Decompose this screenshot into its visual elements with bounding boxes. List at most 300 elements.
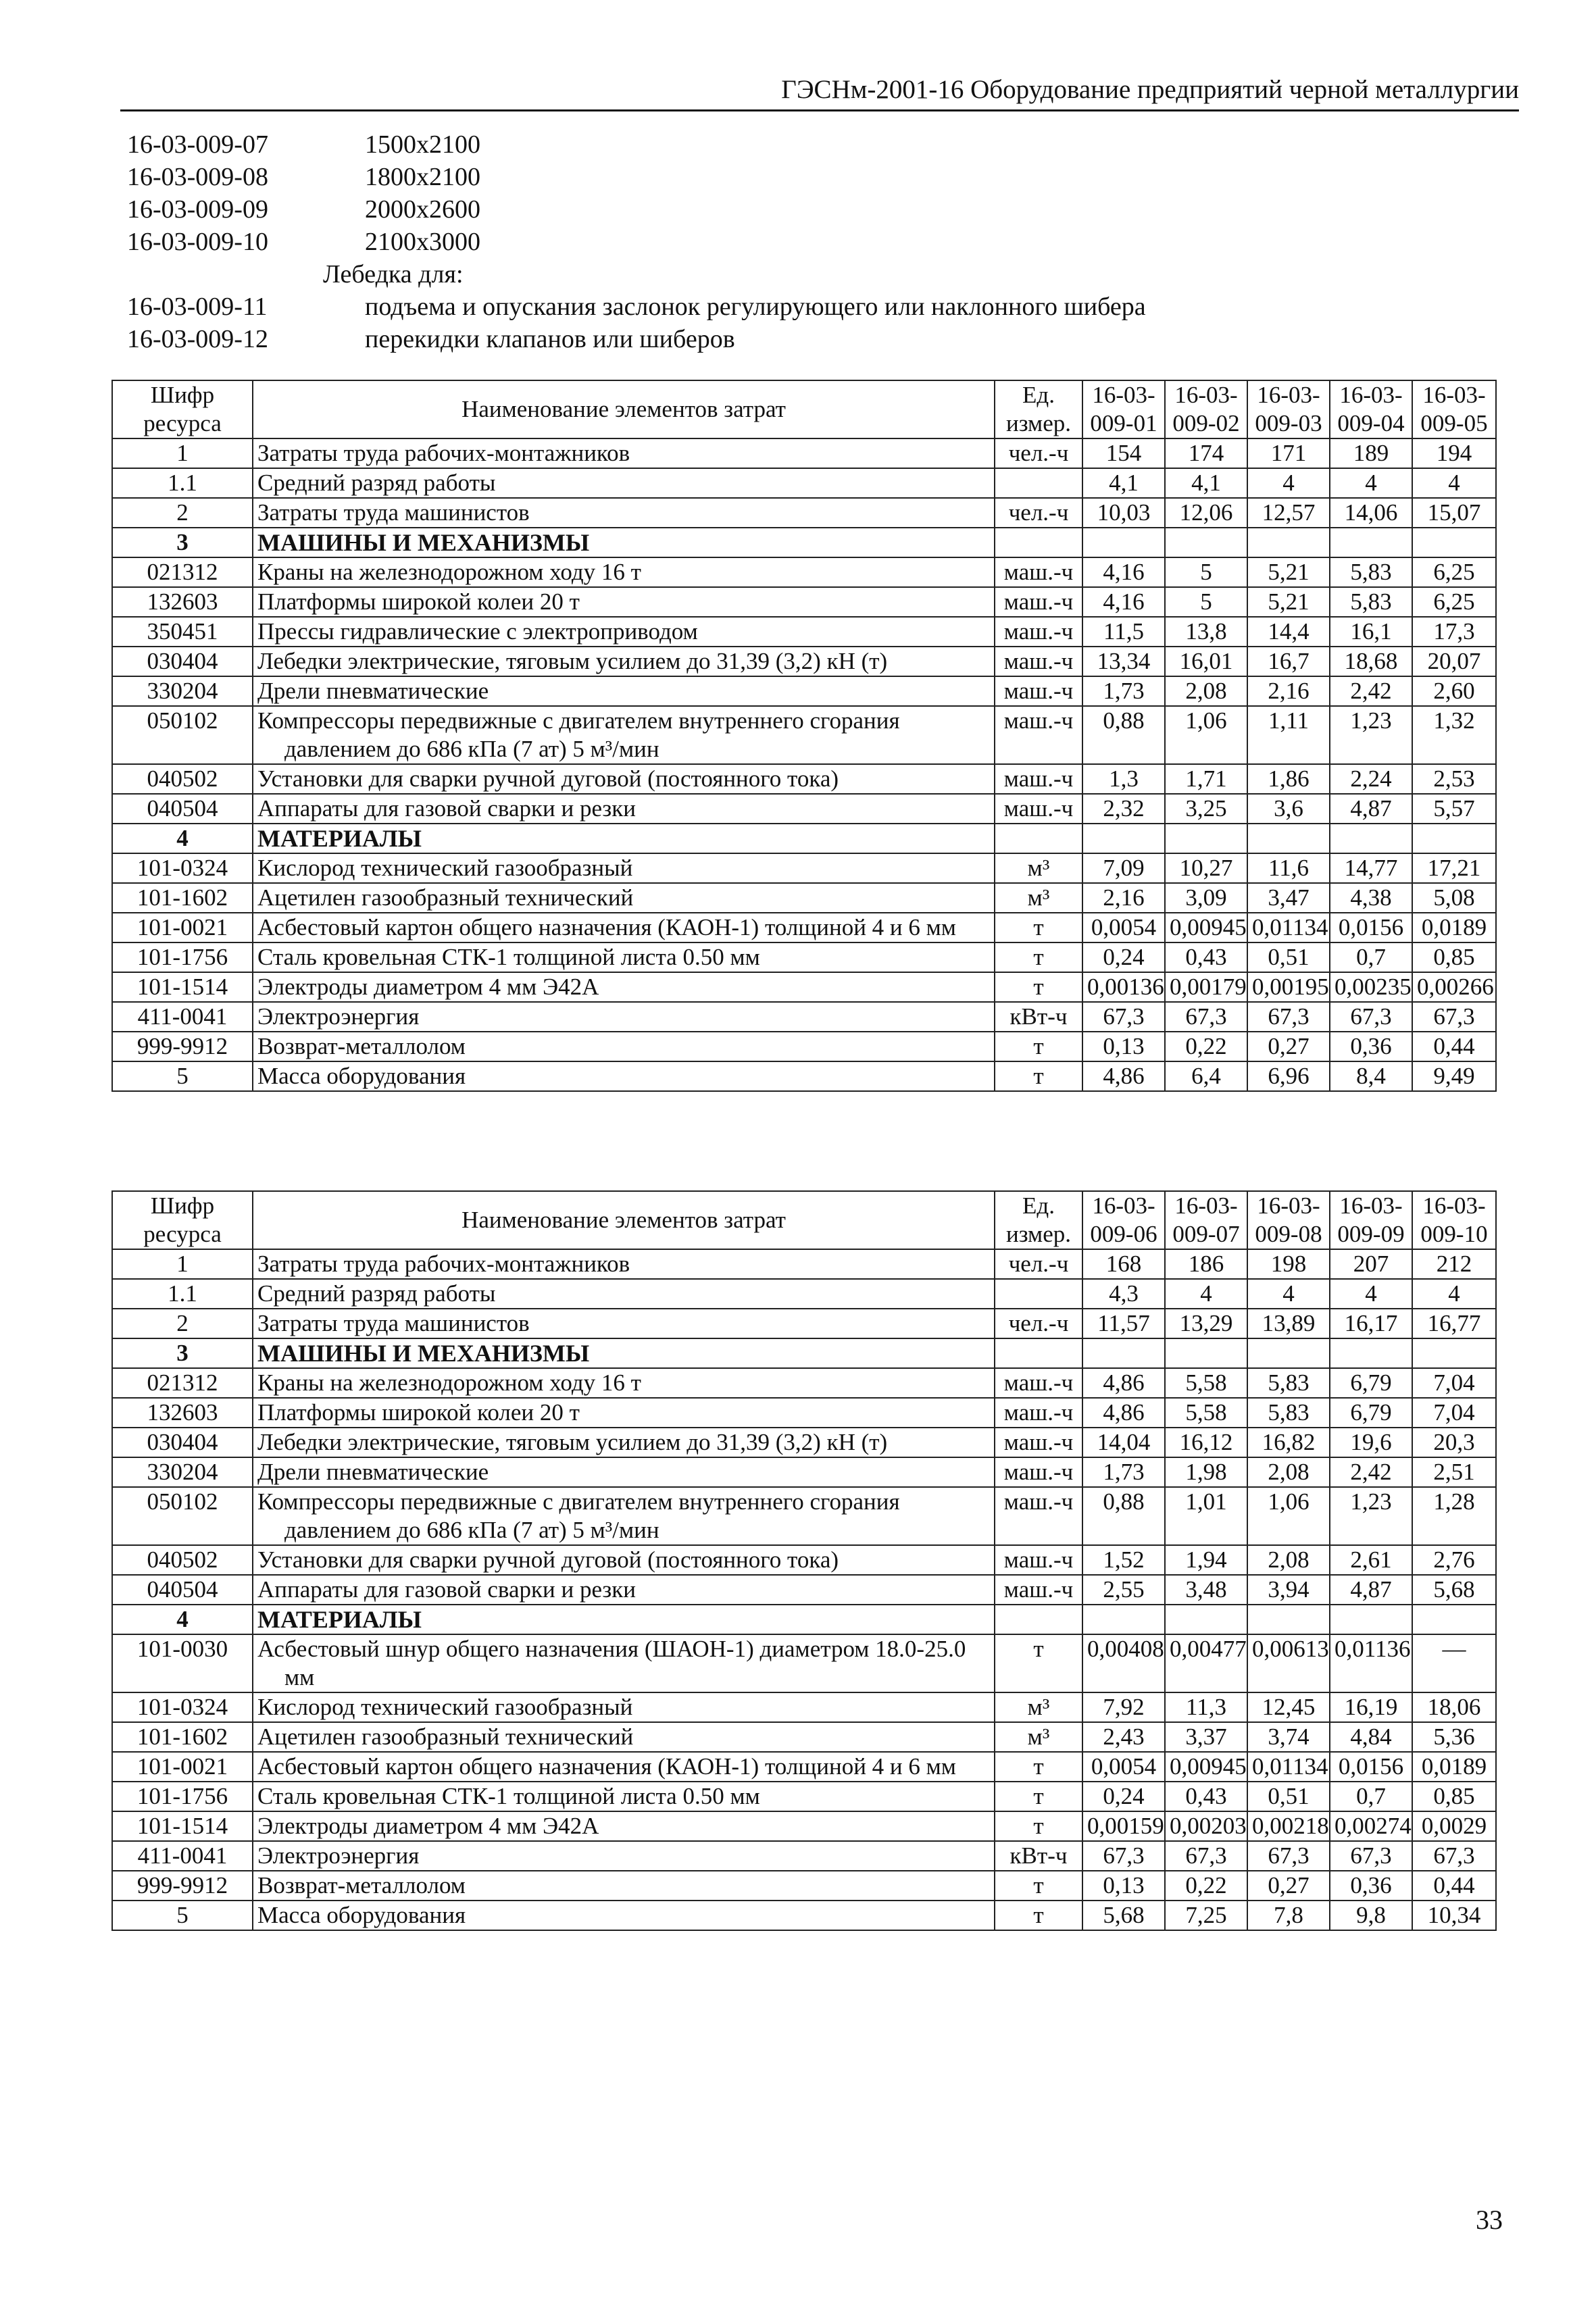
cost-element-name-cell: [253, 1338, 995, 1368]
norm-value-cell: 13,8: [1165, 617, 1247, 647]
norm-value-cell: 2,43: [1082, 1722, 1165, 1752]
norm-value-cell: 207: [1330, 1249, 1412, 1279]
header-norm-column: 16-03-009-04: [1330, 380, 1412, 438]
norm-value-cell: 6,96: [1247, 1061, 1330, 1091]
cost-element-name-cell: [253, 1545, 995, 1575]
unit-cell: маш.-ч: [995, 794, 1082, 824]
table-section-row: [112, 824, 1496, 853]
norm-value-cell: 0,24: [1082, 1782, 1165, 1811]
resource-code-cell: 040504: [112, 794, 253, 824]
unit-cell: маш.-ч: [995, 706, 1082, 764]
header-resource-code: Шифр ресурса: [112, 1191, 253, 1249]
cost-element-name-cell: [253, 676, 995, 706]
header-norm-column: 16-03-009-03: [1247, 380, 1330, 438]
cost-element-name-cell: [253, 438, 995, 468]
resource-code-cell: 021312: [112, 1368, 253, 1398]
cost-element-name: Аппараты для газовой сварки и резки: [257, 1576, 636, 1603]
resource-code-cell: 101-1756: [112, 1782, 253, 1811]
norm-value-cell: 0,43: [1165, 942, 1247, 972]
norm-value-cell: 11,5: [1082, 617, 1165, 647]
cost-element-name: Масса оборудования: [257, 1063, 466, 1089]
cost-element-name-cell: [253, 913, 995, 942]
resource-table-1: [111, 380, 1497, 1092]
norm-value-cell: [1412, 1605, 1496, 1634]
norm-value-cell: 212: [1412, 1249, 1496, 1279]
header-resource-code: Шифр ресурса: [112, 380, 253, 438]
unit-cell: маш.-ч: [995, 1487, 1082, 1545]
norm-value-cell: 5,83: [1330, 557, 1412, 587]
unit-cell: т: [995, 1061, 1082, 1091]
norm-value-cell: 1,06: [1165, 706, 1247, 764]
resource-code-cell: 1: [112, 438, 253, 468]
norm-value-cell: 3,74: [1247, 1722, 1330, 1752]
norm-value-cell: 4,1: [1165, 468, 1247, 498]
cost-element-name-cell: [253, 647, 995, 676]
unit-cell: т: [995, 913, 1082, 942]
resource-code-cell: 330204: [112, 676, 253, 706]
unit-cell: [995, 1279, 1082, 1309]
norm-value-cell: 1,32: [1412, 706, 1496, 764]
norm-value-cell: 16,77: [1412, 1309, 1496, 1338]
resource-code-cell: 132603: [112, 1398, 253, 1428]
norm-value-cell: 7,09: [1082, 853, 1165, 883]
table-row: [112, 676, 1496, 706]
header-norm-column: 16-03-009-09: [1330, 1191, 1412, 1249]
norm-value-cell: 4: [1330, 1279, 1412, 1309]
cost-element-name: Возврат-металлолом: [257, 1033, 466, 1059]
resource-code-cell: 101-1602: [112, 1722, 253, 1752]
resource-code-cell: 350451: [112, 617, 253, 647]
norm-value-cell: 10,03: [1082, 498, 1165, 528]
norm-value-cell: 4,1: [1082, 468, 1165, 498]
norm-value-cell: 67,3: [1165, 1002, 1247, 1032]
norm-value-cell: 5: [1165, 587, 1247, 617]
norm-value-cell: 4: [1165, 1279, 1247, 1309]
norm-value-cell: 0,13: [1082, 1871, 1165, 1901]
page-header: [120, 73, 1519, 111]
table-row: [112, 1061, 1496, 1091]
norm-value-cell: 2,53: [1412, 764, 1496, 794]
cost-element-name: Платформы широкой колеи 20 т: [257, 1399, 580, 1426]
cost-element-name: Асбестовый шнур общего назначения (ШАОН-1) диаметром 18.0-25.0 мм: [257, 1636, 966, 1690]
cost-element-name-cell: [253, 498, 995, 528]
norm-value-cell: 16,19: [1330, 1692, 1412, 1722]
norm-value-cell: 9,49: [1412, 1061, 1496, 1091]
norm-value-cell: 7,8: [1247, 1901, 1330, 1930]
table-row: [112, 764, 1496, 794]
unit-cell: [995, 1605, 1082, 1634]
unit-cell: м³: [995, 883, 1082, 913]
unit-cell: т: [995, 1634, 1082, 1692]
table-body: [112, 1249, 1496, 1930]
intro-code: 16-03-009-10: [127, 228, 268, 256]
cost-element-name: Лебедки электрические, тяговым усилием до 31,39 (3,2) кН (т): [257, 1429, 888, 1455]
norm-value-cell: 67,3: [1412, 1841, 1496, 1871]
unit-cell: маш.-ч: [995, 587, 1082, 617]
cost-element-name-cell: [253, 1722, 995, 1752]
resource-code-cell: 5: [112, 1901, 253, 1930]
norm-value-cell: 16,82: [1247, 1428, 1330, 1457]
norm-value-cell: 4,3: [1082, 1279, 1165, 1309]
norm-value-cell: 2,61: [1330, 1545, 1412, 1575]
norm-value-cell: [1165, 1338, 1247, 1368]
table-row: [112, 1752, 1496, 1782]
resource-code-cell: 030404: [112, 647, 253, 676]
cost-element-name: Кислород технический газообразный: [257, 1694, 633, 1720]
resource-code-cell: 101-1514: [112, 1811, 253, 1841]
table-row: [112, 1841, 1496, 1871]
unit-cell: т: [995, 1032, 1082, 1061]
norm-value-cell: 5,58: [1165, 1368, 1247, 1398]
table-row: [112, 1398, 1496, 1428]
cost-element-name: Сталь кровельная СТК-1 толщиной листа 0.50 мм: [257, 1783, 760, 1809]
resource-code-cell: 040502: [112, 1545, 253, 1575]
cost-element-name: Компрессоры передвижные с двигателем внутреннего сгорания давлением до 686 кПа (7 ат) 5 м³/мин: [257, 707, 900, 762]
norm-value-cell: [1082, 1338, 1165, 1368]
resource-code-cell: 101-0030: [112, 1634, 253, 1692]
cost-element-name-cell: [253, 1634, 995, 1692]
norm-value-cell: 194: [1412, 438, 1496, 468]
norm-value-cell: 0,27: [1247, 1871, 1330, 1901]
norm-value-cell: 7,04: [1412, 1368, 1496, 1398]
resource-code-cell: 101-1514: [112, 972, 253, 1002]
norm-value-cell: 5,21: [1247, 587, 1330, 617]
unit-cell: чел.-ч: [995, 498, 1082, 528]
norm-value-cell: 17,3: [1412, 617, 1496, 647]
norm-value-cell: 1,73: [1082, 676, 1165, 706]
norm-value-cell: 5,83: [1247, 1368, 1330, 1398]
norm-value-cell: 6,25: [1412, 557, 1496, 587]
cost-element-name-cell: [253, 617, 995, 647]
norm-value-cell: 198: [1247, 1249, 1330, 1279]
unit-cell: маш.-ч: [995, 1428, 1082, 1457]
table-row: [112, 617, 1496, 647]
norm-value-cell: 1,71: [1165, 764, 1247, 794]
cost-element-name-cell: [253, 1032, 995, 1061]
unit-cell: [995, 1338, 1082, 1368]
norm-value-cell: 3,47: [1247, 883, 1330, 913]
unit-cell: т: [995, 1811, 1082, 1841]
norm-value-cell: 0,00218: [1247, 1811, 1330, 1841]
intro-row: [127, 323, 1478, 355]
norm-value-cell: 11,6: [1247, 853, 1330, 883]
norm-value-cell: 2,42: [1330, 1457, 1412, 1487]
cost-element-name: Электроды диаметром 4 мм Э42А: [257, 1813, 599, 1839]
cost-element-name: Дрели пневматические: [257, 678, 489, 704]
cost-element-name: Возврат-металлолом: [257, 1872, 466, 1898]
intro-row: [127, 226, 1478, 258]
cost-element-name-cell: [253, 1782, 995, 1811]
resource-code-cell: 1: [112, 1249, 253, 1279]
table-row: [112, 1722, 1496, 1752]
cost-element-name-cell: [253, 1368, 995, 1398]
norm-value-cell: 1,86: [1247, 764, 1330, 794]
norm-value-cell: 0,01134: [1247, 1752, 1330, 1782]
cost-element-name-cell: [253, 853, 995, 883]
intro-code: 16-03-009-12: [127, 325, 268, 353]
norm-value-cell: 0,00179: [1165, 972, 1247, 1002]
norm-value-cell: [1412, 824, 1496, 853]
norm-value-cell: 67,3: [1082, 1002, 1165, 1032]
norm-value-cell: 17,21: [1412, 853, 1496, 883]
cost-element-name-cell: [253, 1605, 995, 1634]
table-row: [112, 913, 1496, 942]
cost-element-name: Электроэнергия: [257, 1003, 420, 1030]
norm-value-cell: 2,51: [1412, 1457, 1496, 1487]
norm-value-cell: 0,27: [1247, 1032, 1330, 1061]
norm-value-cell: 6,4: [1165, 1061, 1247, 1091]
norm-value-cell: [1412, 1338, 1496, 1368]
resource-code-cell: 101-0021: [112, 913, 253, 942]
table-section-row: [112, 1338, 1496, 1368]
norm-value-cell: 16,12: [1165, 1428, 1247, 1457]
norm-value-cell: 3,37: [1165, 1722, 1247, 1752]
norm-value-cell: 12,45: [1247, 1692, 1330, 1722]
cost-element-name: Прессы гидравлические с электроприводом: [257, 618, 698, 645]
cost-element-name-cell: [253, 1309, 995, 1338]
norm-value-cell: 4: [1330, 468, 1412, 498]
norm-value-cell: 6,79: [1330, 1398, 1412, 1428]
unit-cell: [995, 528, 1082, 557]
resource-code-cell: 330204: [112, 1457, 253, 1487]
norm-value-cell: 1,23: [1330, 1487, 1412, 1545]
norm-value-cell: 0,51: [1247, 942, 1330, 972]
norm-value-cell: 0,22: [1165, 1871, 1247, 1901]
header-norm-column: 16-03-009-06: [1082, 1191, 1165, 1249]
unit-cell: кВт-ч: [995, 1002, 1082, 1032]
norm-value-cell: 0,01134: [1247, 913, 1330, 942]
norm-value-cell: 7,25: [1165, 1901, 1247, 1930]
norm-value-cell: 2,16: [1082, 883, 1165, 913]
norm-value-cell: 1,28: [1412, 1487, 1496, 1545]
cost-element-name-cell: [253, 1487, 995, 1545]
intro-text: 2100x3000: [365, 228, 480, 256]
resource-code-cell: 021312: [112, 557, 253, 587]
norm-value-cell: 14,4: [1247, 617, 1330, 647]
table-header-row: [112, 380, 1496, 438]
norm-value-cell: 3,48: [1165, 1575, 1247, 1605]
cost-element-name-cell: [253, 557, 995, 587]
norm-value-cell: 5,21: [1247, 557, 1330, 587]
norm-value-cell: [1330, 528, 1412, 557]
norm-value-cell: 5,08: [1412, 883, 1496, 913]
header-unit: Ед. измер.: [995, 380, 1082, 438]
table-row: [112, 1871, 1496, 1901]
norm-value-cell: 0,36: [1330, 1871, 1412, 1901]
cost-element-name-cell: [253, 468, 995, 498]
norm-value-cell: [1330, 824, 1412, 853]
cost-element-name: Кислород технический газообразный: [257, 855, 633, 881]
norm-value-cell: [1247, 528, 1330, 557]
norm-value-cell: 14,04: [1082, 1428, 1165, 1457]
cost-element-name: Асбестовый картон общего назначения (КАОН-1) толщиной 4 и 6 мм: [257, 1753, 956, 1780]
header-norm-column: 16-03-009-10: [1412, 1191, 1496, 1249]
table-row: [112, 468, 1496, 498]
table-row: [112, 1811, 1496, 1841]
unit-cell: маш.-ч: [995, 1575, 1082, 1605]
table-row: [112, 1575, 1496, 1605]
norm-value-cell: 4: [1412, 1279, 1496, 1309]
norm-value-cell: 0,00477: [1165, 1634, 1247, 1692]
cost-element-name-cell: [253, 883, 995, 913]
resource-code-cell: 999-9912: [112, 1871, 253, 1901]
table-row: [112, 1368, 1496, 1398]
norm-value-cell: 4: [1412, 468, 1496, 498]
norm-value-cell: 13,29: [1165, 1309, 1247, 1338]
norm-value-cell: 1,98: [1165, 1457, 1247, 1487]
unit-cell: т: [995, 1871, 1082, 1901]
unit-cell: кВт-ч: [995, 1841, 1082, 1871]
norm-value-cell: 0,24: [1082, 942, 1165, 972]
norm-value-cell: 4,86: [1082, 1061, 1165, 1091]
header-norm-column: 16-03-009-01: [1082, 380, 1165, 438]
header-norm-column: 16-03-009-07: [1165, 1191, 1247, 1249]
cost-element-name: Аппараты для газовой сварки и резки: [257, 795, 636, 822]
cost-element-name-cell: [253, 1457, 995, 1487]
cost-element-name: МАТЕРИАЛЫ: [257, 1606, 422, 1633]
norm-value-cell: 0,01136: [1330, 1634, 1412, 1692]
norm-value-cell: 10,34: [1412, 1901, 1496, 1930]
norm-value-cell: 11,3: [1165, 1692, 1247, 1722]
table-body: [112, 438, 1496, 1091]
table-section-row: [112, 528, 1496, 557]
intro-code: 16-03-009-07: [127, 130, 268, 159]
cost-element-name: Затраты труда машинистов: [257, 499, 530, 526]
cost-element-name-cell: [253, 1901, 995, 1930]
norm-value-cell: 1,52: [1082, 1545, 1165, 1575]
cost-element-name-cell: [253, 1279, 995, 1309]
norm-value-cell: 10,27: [1165, 853, 1247, 883]
norm-value-cell: 2,76: [1412, 1545, 1496, 1575]
norm-value-cell: 18,68: [1330, 647, 1412, 676]
intro-text: 1500x2100: [365, 130, 480, 159]
norm-value-cell: 3,6: [1247, 794, 1330, 824]
table-row: [112, 1002, 1496, 1032]
norm-value-cell: [1412, 528, 1496, 557]
resource-code-cell: 5: [112, 1061, 253, 1091]
norm-value-cell: 4,16: [1082, 557, 1165, 587]
norm-value-cell: 2,16: [1247, 676, 1330, 706]
resource-code-cell: 030404: [112, 1428, 253, 1457]
norm-value-cell: 1,01: [1165, 1487, 1247, 1545]
header-cost-element-name: Наименование элементов затрат: [253, 1191, 995, 1249]
norm-value-cell: [1082, 1605, 1165, 1634]
norm-value-cell: 19,6: [1330, 1428, 1412, 1457]
cost-element-name-cell: [253, 528, 995, 557]
cost-element-name-cell: [253, 1061, 995, 1091]
resource-code-cell: 4: [112, 824, 253, 853]
table-row: [112, 972, 1496, 1002]
intro-text: 1800x2100: [365, 163, 480, 191]
norm-value-cell: 4,87: [1330, 794, 1412, 824]
norm-value-cell: —: [1412, 1634, 1496, 1692]
resource-code-cell: 3: [112, 1338, 253, 1368]
norm-value-cell: 5,58: [1165, 1398, 1247, 1428]
cost-element-name: Средний разряд работы: [257, 1280, 496, 1307]
norm-value-cell: 0,85: [1412, 1782, 1496, 1811]
table-row: [112, 794, 1496, 824]
norm-value-cell: 168: [1082, 1249, 1165, 1279]
norm-value-cell: 5,68: [1412, 1575, 1496, 1605]
unit-cell: м³: [995, 853, 1082, 883]
resource-code-cell: 101-0324: [112, 1692, 253, 1722]
norm-value-cell: 8,4: [1330, 1061, 1412, 1091]
norm-value-cell: 12,06: [1165, 498, 1247, 528]
norm-value-cell: 2,08: [1247, 1545, 1330, 1575]
unit-cell: маш.-ч: [995, 1457, 1082, 1487]
table-row: [112, 1457, 1496, 1487]
norm-value-cell: 5,68: [1082, 1901, 1165, 1930]
resource-code-cell: 411-0041: [112, 1002, 253, 1032]
document-title: ГЭСНм-2001-16 Оборудование предприятий черной металлургии: [781, 75, 1519, 104]
norm-value-cell: 3,09: [1165, 883, 1247, 913]
norm-value-cell: 6,79: [1330, 1368, 1412, 1398]
norm-value-cell: 189: [1330, 438, 1412, 468]
norm-value-cell: 1,73: [1082, 1457, 1165, 1487]
norm-value-cell: [1247, 1605, 1330, 1634]
norm-value-cell: 2,24: [1330, 764, 1412, 794]
norm-value-cell: [1165, 528, 1247, 557]
norm-value-cell: 4,16: [1082, 587, 1165, 617]
norm-value-cell: 2,42: [1330, 676, 1412, 706]
cost-element-name-cell: [253, 1575, 995, 1605]
unit-cell: м³: [995, 1692, 1082, 1722]
norm-value-cell: [1082, 824, 1165, 853]
norm-value-cell: 1,11: [1247, 706, 1330, 764]
cost-element-name: Краны на железнодорожном ходу 16 т: [257, 1369, 641, 1396]
unit-cell: маш.-ч: [995, 1545, 1082, 1575]
cost-element-name-cell: [253, 972, 995, 1002]
intro-text: подъема и опускания заслонок регулирующего или наклонного шибера: [365, 293, 1146, 321]
table-row: [112, 1249, 1496, 1279]
norm-value-cell: 0,7: [1330, 942, 1412, 972]
table-row: [112, 706, 1496, 764]
cost-element-name: Затраты труда рабочих-монтажников: [257, 1251, 630, 1277]
header-norm-column: 16-03-009-02: [1165, 380, 1247, 438]
norm-value-cell: 14,77: [1330, 853, 1412, 883]
norm-value-cell: [1247, 1338, 1330, 1368]
intro-row: [127, 161, 1478, 193]
unit-cell: маш.-ч: [995, 1368, 1082, 1398]
norm-value-cell: 0,0029: [1412, 1811, 1496, 1841]
cost-element-name: Ацетилен газообразный технический: [257, 884, 634, 911]
norm-value-cell: [1330, 1338, 1412, 1368]
norm-value-cell: 2,60: [1412, 676, 1496, 706]
norm-value-cell: 4,86: [1082, 1398, 1165, 1428]
cost-element-name: МАШИНЫ И МЕХАНИЗМЫ: [257, 529, 590, 556]
resource-code-cell: 3: [112, 528, 253, 557]
resource-code-cell: 2: [112, 498, 253, 528]
norm-value-cell: 15,07: [1412, 498, 1496, 528]
cost-element-name-cell: [253, 1871, 995, 1901]
table-row: [112, 647, 1496, 676]
norm-value-cell: 0,00195: [1247, 972, 1330, 1002]
norm-value-cell: 16,01: [1165, 647, 1247, 676]
page-number: 33: [1476, 2205, 1503, 2235]
table-row: [112, 1428, 1496, 1457]
unit-cell: маш.-ч: [995, 764, 1082, 794]
norm-value-cell: 0,00274: [1330, 1811, 1412, 1841]
norm-value-cell: 5,83: [1247, 1398, 1330, 1428]
norm-value-cell: 9,8: [1330, 1901, 1412, 1930]
cost-element-name-cell: [253, 587, 995, 617]
cost-element-name-cell: [253, 824, 995, 853]
unit-cell: [995, 824, 1082, 853]
norm-value-cell: 4: [1247, 468, 1330, 498]
norm-value-cell: 1,06: [1247, 1487, 1330, 1545]
table-row: [112, 1487, 1496, 1545]
cost-element-name: Электроды диаметром 4 мм Э42А: [257, 974, 599, 1000]
